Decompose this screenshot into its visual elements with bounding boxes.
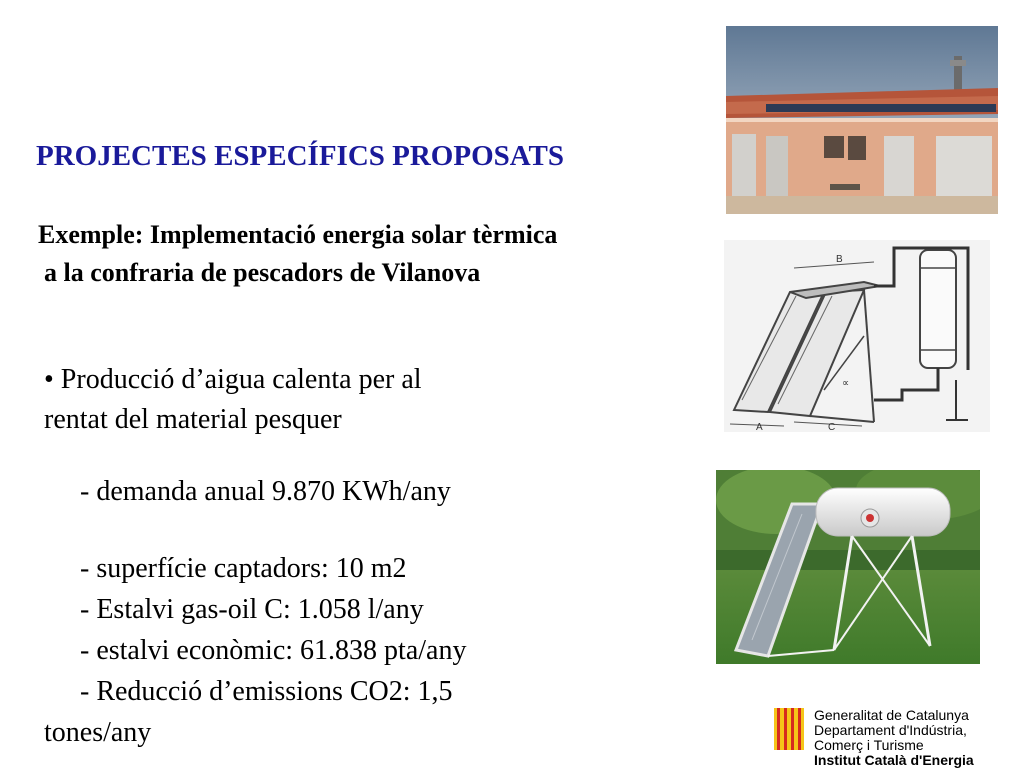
thermosiphon-solar-heater-photo [716, 470, 980, 664]
building-with-solar-roof-photo [726, 26, 998, 214]
diagram-label-b: B [836, 254, 843, 265]
annual-demand-text: - demanda anual 9.870 KWh/any [80, 476, 451, 507]
detail-item: - estalvi econòmic: 61.838 pta/any [80, 635, 467, 666]
slide-subtitle [38, 216, 557, 292]
detail-item: - superfície captadors: 10 m2 [80, 553, 407, 584]
subtitle-line-1: Exemple: Implementació energia solar tèrmica [38, 220, 558, 249]
slide-title: PROJECTES ESPECÍFICS PROPOSATS [36, 140, 565, 172]
diagram-label-alpha: ∝ [842, 378, 850, 389]
detail-item: - Estalvi gas-oil C: 1.058 l/any [80, 594, 424, 625]
logo-line-2: Departament d'Indústria, [814, 722, 967, 738]
senyera-icon [774, 708, 804, 750]
generalitat-logo [770, 706, 1010, 768]
detail-item: - Reducció d’emissions CO2: 1,5 [80, 676, 453, 707]
bullet-line-2: rentat del material pesquer [44, 404, 342, 435]
logo-line-4: Institut Català d'Energia [814, 752, 974, 768]
detail-item-wrap: tones/any [44, 717, 152, 748]
bullet-line-1: • Producció d’aigua calenta per al [44, 364, 422, 395]
project-details [44, 548, 584, 753]
diagram-label-a: A [756, 422, 763, 432]
subtitle-line-2: a la confraria de pescadors de Vilanova [44, 258, 481, 287]
logo-text [814, 708, 974, 768]
logo-line-1: Generalitat de Catalunya [814, 707, 969, 723]
solar-collector-diagram [724, 240, 990, 432]
bullet-point [44, 360, 564, 440]
logo-line-3: Comerç i Turisme [814, 737, 924, 753]
diagram-label-c: C [828, 422, 836, 432]
